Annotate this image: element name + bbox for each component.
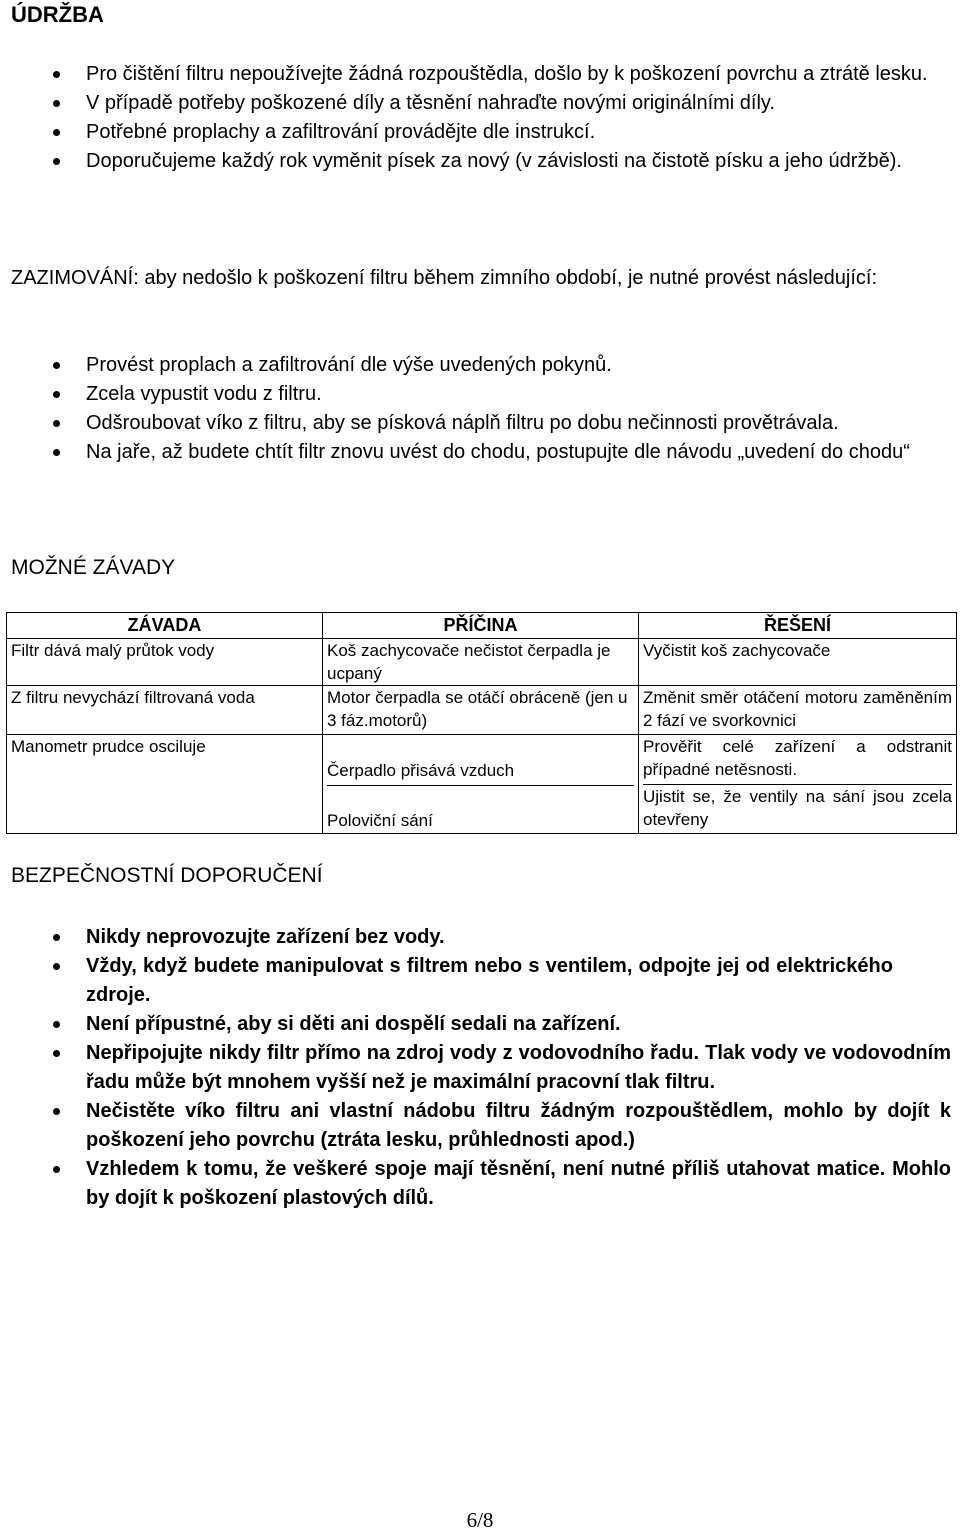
list-item: Není přípustné, aby si děti ani dospělí sedali na zařízení. (11, 1010, 951, 1039)
list-item: Provést proplach a zafiltrování dle výše uvedených pokynů. (11, 351, 951, 380)
maintenance-title: ÚDRŽBA (11, 2, 104, 27)
bullet-icon (53, 420, 60, 427)
column-header-solution: ŘEŠENÍ (639, 613, 957, 639)
fault-cell: Filtr dává malý průtok vody (7, 639, 323, 686)
faults-table (6, 612, 957, 834)
fault-cell: Manometr prudce osciluje (7, 735, 323, 834)
list-item: Doporučujeme každý rok vyměnit písek za nový (v závislosti na čistotě písku a jeho údržbě). (11, 147, 951, 176)
cause-cell: Koš zachycovače nečistot čerpadla je ucpaný (323, 639, 639, 686)
cause-cell: Motor čerpadla se otáčí obráceně (jen u 3 fáz.motorů) (323, 686, 639, 735)
list-item: Vždy, když budete manipulovat s filtrem nebo s ventilem, odpojte jej od elektrického zdroje. (11, 952, 951, 1010)
bullet-icon (53, 1050, 60, 1057)
faults-title: MOŽNÉ ZÁVADY (11, 556, 176, 579)
solution-cell: Změnit směr otáčení motoru zaměněním 2 fází ve svorkovnici (639, 686, 957, 735)
cause-air-intake: Čerpadlo přisává vzduch (327, 761, 515, 780)
divider (327, 785, 634, 786)
column-header-fault: ZÁVADA (7, 613, 323, 639)
list-item: Potřebné proplachy a zafiltrování provádějte dle instrukcí. (11, 118, 951, 147)
cause-cell (323, 735, 639, 834)
solution-check-leaks: Prověřit celé zařízení a odstranit případné netěsnosti. (643, 737, 952, 779)
bullet-icon (53, 963, 60, 970)
winter-list (11, 351, 951, 467)
bullet-icon (53, 129, 60, 136)
solution-open-valves: Ujistit se, že ventily na sání jsou zcela otevřeny (643, 787, 952, 829)
bullet-icon (53, 100, 60, 107)
column-header-cause: PŘÍČINA (323, 613, 639, 639)
bullet-icon (53, 1166, 60, 1173)
list-item: Odšroubovat víko z filtru, aby se písková náplň filtru po dobu nečinnosti provětrávala. (11, 409, 951, 438)
page-number: 6/8 (466, 1508, 494, 1532)
list-item: Na jaře, až budete chtít filtr znovu uvést do chodu, postupujte dle návodu „uvedení do chodu“ (11, 438, 951, 467)
fault-cell: Z filtru nevychází filtrovaná voda (7, 686, 323, 735)
list-item: Nečistěte víko filtru ani vlastní nádobu filtru žádným rozpouštědlem, mohlo by dojít k poškození jeho povrchu (ztráta lesku, průhlednosti apod.) (11, 1097, 951, 1155)
maintenance-list (11, 60, 951, 176)
bullet-icon (53, 934, 60, 941)
list-item: Nepřipojujte nikdy filtr přímo na zdroj vody z vodovodního řadu. Tlak vody ve vodovodním řadu může být mnohem vyšší než je maximální pracovní tlak filtru. (11, 1039, 951, 1097)
list-item: Zcela vypustit vodu z filtru. (11, 380, 951, 409)
safety-list (11, 923, 951, 1213)
list-item: Nikdy neprovozujte zařízení bez vody. (11, 923, 951, 952)
list-item: Vzhledem k tomu, že veškeré spoje mají těsnění, není nutné příliš utahovat matice. Mohlo by dojít k poškození plastových dílů. (11, 1155, 951, 1213)
bullet-icon (53, 1108, 60, 1115)
winter-intro: ZAZIMOVÁNÍ: aby nedošlo k poškození filtru během zimního období, je nutné provést následující: (11, 267, 878, 289)
list-item: V případě potřeby poškozené díly a těsnění nahraďte novými originálními díly. (11, 89, 951, 118)
solution-cell (639, 735, 957, 834)
table-row (7, 639, 957, 686)
bullet-icon (53, 1021, 60, 1028)
cause-half-suction: Poloviční sání (327, 811, 433, 830)
table-row (7, 686, 957, 735)
list-item: Pro čištění filtru nepoužívejte žádná rozpouštědla, došlo by k poškození povrchu a ztrátě lesku. (11, 60, 951, 89)
solution-cell: Vyčistit koš zachycovače (639, 639, 957, 686)
bullet-icon (53, 362, 60, 369)
bullet-icon (53, 71, 60, 78)
bullet-icon (53, 449, 60, 456)
bullet-icon (53, 391, 60, 398)
safety-title: BEZPEČNOSTNÍ DOPORUČENÍ (11, 864, 323, 887)
bullet-icon (53, 158, 60, 165)
table-header-row (7, 613, 957, 639)
table-row (7, 735, 957, 834)
